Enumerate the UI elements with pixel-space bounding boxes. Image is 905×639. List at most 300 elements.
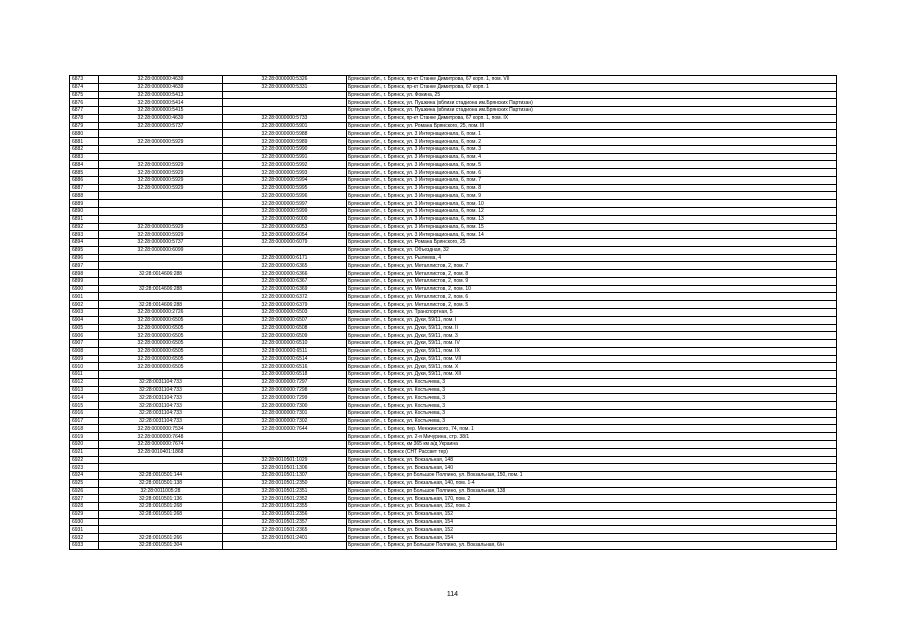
parent-cadastral-number-cell xyxy=(99,371,223,379)
cadastral-number-cell: 32:28:0010501:2357 xyxy=(223,518,347,526)
parent-cadastral-number-cell: 32:28:0014606:288 xyxy=(99,270,223,278)
cadastral-number-cell: 32:28:0000000:5990 xyxy=(223,145,347,153)
parent-cadastral-number-cell: 32:28:0014606:288 xyxy=(99,301,223,309)
cadastral-number-cell: 32:28:0010501:2352 xyxy=(223,495,347,503)
row-number-cell: 6903 xyxy=(70,308,99,316)
table-row xyxy=(70,425,837,433)
parent-cadastral-number-cell xyxy=(99,153,223,161)
address-cell: Брянская обл., г. Брянск, ул. Вокзальная, 148 xyxy=(347,456,837,464)
row-number-cell: 6894 xyxy=(70,239,99,247)
cadastral-number-cell: 32:28:0000000:6514 xyxy=(223,355,347,363)
row-number-cell: 6918 xyxy=(70,425,99,433)
registry-table xyxy=(69,75,837,550)
cadastral-number-cell: 32:28:0000000:6509 xyxy=(223,332,347,340)
parent-cadastral-number-cell: 32:28:0000000:5415 xyxy=(99,107,223,115)
cadastral-number-cell: 32:28:0000000:5733 xyxy=(223,114,347,122)
table-row xyxy=(70,464,837,472)
row-number-cell: 6897 xyxy=(70,262,99,270)
cadastral-number-cell: 32:28:0010501:1306 xyxy=(223,464,347,472)
address-cell: Брянская обл., г. Брянск, ул. Металлистов, 2, пом. 5 xyxy=(347,301,837,309)
parent-cadastral-number-cell: 32:28:0031104:733 xyxy=(99,378,223,386)
cadastral-number-cell: 32:28:0010501:2365 xyxy=(223,526,347,534)
address-cell: Брянская обл., г. Брянск, ул. 3 Интернационала, 6, пом. 7 xyxy=(347,176,837,184)
address-cell: Брянская обл., г. Брянск, рп Большое Полпино, ул. Вокзальная, 6/н xyxy=(347,541,837,549)
parent-cadastral-number-cell: 32:28:0000000:6505 xyxy=(99,347,223,355)
address-cell: Брянская обл., г. Брянск, км 365 км а/д Украина xyxy=(347,440,837,448)
row-number-cell: 6909 xyxy=(70,355,99,363)
parent-cadastral-number-cell: 32:28:0000000:6505 xyxy=(99,332,223,340)
address-cell: Брянская обл., г. Брянск, ул. Дуки, 59/11, пом. II xyxy=(347,324,837,332)
table-row xyxy=(70,138,837,146)
table-row xyxy=(70,301,837,309)
row-number-cell: 6882 xyxy=(70,145,99,153)
parent-cadastral-number-cell: 32:28:0000000:5737 xyxy=(99,239,223,247)
parent-cadastral-number-cell: 32:28:0000000:5929 xyxy=(99,176,223,184)
table-row xyxy=(70,541,837,549)
table-row xyxy=(70,526,837,534)
row-number-cell: 6887 xyxy=(70,184,99,192)
table-row xyxy=(70,355,837,363)
parent-cadastral-number-cell: 32:28:0000000:6099 xyxy=(99,246,223,254)
row-number-cell: 6916 xyxy=(70,409,99,417)
cadastral-number-cell: 32:28:0000000:7644 xyxy=(223,425,347,433)
cadastral-number-cell: 32:28:0000000:7297 xyxy=(223,378,347,386)
parent-cadastral-number-cell: 32:28:0000000:6505 xyxy=(99,324,223,332)
row-number-cell: 6931 xyxy=(70,526,99,534)
table-row xyxy=(70,99,837,107)
row-number-cell: 6899 xyxy=(70,277,99,285)
table-row xyxy=(70,91,837,99)
row-number-cell: 6932 xyxy=(70,534,99,542)
table-row xyxy=(70,122,837,130)
table-row xyxy=(70,308,837,316)
table-row xyxy=(70,479,837,487)
parent-cadastral-number-cell: 32:28:0000000:7674 xyxy=(99,440,223,448)
row-number-cell: 6877 xyxy=(70,107,99,115)
cadastral-number-cell: 32:28:0000000:6510 xyxy=(223,340,347,348)
parent-cadastral-number-cell: 32:28:0000000:7534 xyxy=(99,425,223,433)
table-row xyxy=(70,487,837,495)
parent-cadastral-number-cell: 32:28:0000000:5737 xyxy=(99,122,223,130)
table-row xyxy=(70,277,837,285)
table-row xyxy=(70,184,837,192)
row-number-cell: 6885 xyxy=(70,169,99,177)
cadastral-number-cell: 32:28:0000000:6054 xyxy=(223,231,347,239)
cadastral-number-cell: 32:28:0000000:5992 xyxy=(223,161,347,169)
cadastral-number-cell: 32:28:0000000:5901 xyxy=(223,122,347,130)
row-number-cell: 6930 xyxy=(70,518,99,526)
address-cell: Брянская обл., г. Брянск, ул. 3 Интернационала, 6, пом. 14 xyxy=(347,231,837,239)
cadastral-number-cell: 32:28:0010501:2351 xyxy=(223,487,347,495)
table-row xyxy=(70,433,837,441)
row-number-cell: 6873 xyxy=(70,76,99,84)
address-cell: Брянская обл., г. Брянск, ул. Романа Брянского, 25 xyxy=(347,239,837,247)
parent-cadastral-number-cell: 32:28:0000000:6505 xyxy=(99,363,223,371)
cadastral-number-cell: 32:28:0010501:2401 xyxy=(223,534,347,542)
row-number-cell: 6889 xyxy=(70,200,99,208)
table-row xyxy=(70,215,837,223)
address-cell: Брянская обл., г. Брянск, ул. Пушкина (вблизи стадиона им.Брянских Партизан) xyxy=(347,107,837,115)
cadastral-number-cell: 32:28:0000000:5994 xyxy=(223,176,347,184)
cadastral-number-cell: 32:28:0010501:2355 xyxy=(223,503,347,511)
parent-cadastral-number-cell: 32:28:0000000:5929 xyxy=(99,138,223,146)
table-row xyxy=(70,394,837,402)
row-number-cell: 6876 xyxy=(70,99,99,107)
address-cell: Брянская обл., г. Брянск, ул. Костычева, 3 xyxy=(347,402,837,410)
row-number-cell: 6878 xyxy=(70,114,99,122)
address-cell: Брянская обл., г. Брянск (СНТ Рассвет тер) xyxy=(347,448,837,456)
table-row xyxy=(70,161,837,169)
cadastral-number-cell: 32:28:0000000:7299 xyxy=(223,394,347,402)
table-row xyxy=(70,363,837,371)
address-cell: Брянская обл., г. Брянск, ул. 3 Интернационала, 6, пом. 13 xyxy=(347,215,837,223)
row-number-cell: 6919 xyxy=(70,433,99,441)
row-number-cell: 6927 xyxy=(70,495,99,503)
parent-cadastral-number-cell: 32:28:0000000:5414 xyxy=(99,99,223,107)
address-cell: Брянская обл., г. Брянск, ул. Металлистов, 2, пом. 10 xyxy=(347,285,837,293)
row-number-cell: 6895 xyxy=(70,246,99,254)
row-number-cell: 6912 xyxy=(70,378,99,386)
table-row xyxy=(70,440,837,448)
cadastral-number-cell xyxy=(223,246,347,254)
row-number-cell: 6907 xyxy=(70,340,99,348)
parent-cadastral-number-cell: 32:28:0000000:6505 xyxy=(99,340,223,348)
address-cell: Брянская обл., г. Брянск, ул. 3 Интернационала, 6, пом. 10 xyxy=(347,200,837,208)
cadastral-number-cell: 32:28:0000000:5995 xyxy=(223,184,347,192)
table-row xyxy=(70,503,837,511)
row-number-cell: 6933 xyxy=(70,541,99,549)
page-number: 114 xyxy=(446,591,459,598)
parent-cadastral-number-cell: 32:28:0000000:5929 xyxy=(99,223,223,231)
cadastral-number-cell: 32:28:0000000:6079 xyxy=(223,239,347,247)
table-row xyxy=(70,83,837,91)
address-cell: Брянская обл., г. Брянск, ул. Фокина, 25 xyxy=(347,91,837,99)
address-cell: Брянская обл., г. Брянск, ул. Вокзальная, 154 xyxy=(347,534,837,542)
table-row xyxy=(70,316,837,324)
row-number-cell: 6898 xyxy=(70,270,99,278)
address-cell: Брянская обл., г. Брянск, ул. Транспортная, 5 xyxy=(347,308,837,316)
address-cell: Брянская обл., г. Брянск, ул. 3 Интернационала, 6, пом. 2 xyxy=(347,138,837,146)
table-row xyxy=(70,223,837,231)
row-number-cell: 6913 xyxy=(70,386,99,394)
address-cell: Брянская обл., г. Брянск, ул. 3 Интернационала, 6, пом. 5 xyxy=(347,161,837,169)
row-number-cell: 6908 xyxy=(70,347,99,355)
row-number-cell: 6890 xyxy=(70,208,99,216)
address-cell: Брянская обл., г. Брянск, ул. Костычева, 3 xyxy=(347,394,837,402)
address-cell: Брянская обл., г. Брянск, ул. Дуки, 59/11, пом. IX xyxy=(347,347,837,355)
row-number-cell: 6928 xyxy=(70,503,99,511)
table-row xyxy=(70,130,837,138)
address-cell: Брянская обл., г. Брянск, ул. Пушкина (вблизи стадиона им.Брянских Партизан) xyxy=(347,99,837,107)
row-number-cell: 6888 xyxy=(70,192,99,200)
cadastral-number-cell: 32:28:0000000:6369 xyxy=(223,285,347,293)
address-cell: Брянская обл., г. Брянск, ул. Дуки, 59/11, пом. I xyxy=(347,316,837,324)
parent-cadastral-number-cell: 32:28:0000000:2726 xyxy=(99,308,223,316)
parent-cadastral-number-cell: 32:28:0000000:6505 xyxy=(99,355,223,363)
cadastral-number-cell: 32:28:0000000:6507 xyxy=(223,316,347,324)
cadastral-number-cell: 32:28:0000000:7298 xyxy=(223,386,347,394)
cadastral-number-cell: 32:28:0000000:5988 xyxy=(223,130,347,138)
address-cell: Брянская обл., г. Брянск, ул. 3 Интернационала, 6, пом. 1 xyxy=(347,130,837,138)
row-number-cell: 6924 xyxy=(70,472,99,480)
address-cell: Брянская обл., г. Брянск, ул. Дуки, 59/11, пом. VII xyxy=(347,355,837,363)
cadastral-number-cell xyxy=(223,99,347,107)
row-number-cell: 6880 xyxy=(70,130,99,138)
address-cell: Брянская обл., г. Брянск, ул. 3 Интернационала, 6, пом. 12 xyxy=(347,208,837,216)
parent-cadastral-number-cell: 32:28:0031104:733 xyxy=(99,409,223,417)
table-row xyxy=(70,176,837,184)
row-number-cell: 6915 xyxy=(70,402,99,410)
table-row xyxy=(70,417,837,425)
address-cell: Брянская обл., г. Брянск, ул. 3 Интернационала, 6, пом. 9 xyxy=(347,192,837,200)
address-cell: Брянская обл., г. Брянск, пер. Менжинского, 74, пом. 1 xyxy=(347,425,837,433)
cadastral-number-cell: 32:28:0000000:6503 xyxy=(223,308,347,316)
address-cell: Брянская обл., г. Брянск, ул. Вокзальная, 140, пом. 1-4 xyxy=(347,479,837,487)
table-row xyxy=(70,332,837,340)
row-number-cell: 6920 xyxy=(70,440,99,448)
cadastral-number-cell: 32:28:0010501:1029 xyxy=(223,456,347,464)
table-row xyxy=(70,448,837,456)
cadastral-number-cell: 32:28:0000000:6508 xyxy=(223,324,347,332)
parent-cadastral-number-cell xyxy=(99,145,223,153)
table-row xyxy=(70,495,837,503)
parent-cadastral-number-cell: 32:28:0000000:6505 xyxy=(99,316,223,324)
cadastral-number-cell: 32:28:0000000:5989 xyxy=(223,138,347,146)
table-row xyxy=(70,107,837,115)
cadastral-number-cell: 32:28:0000000:7302 xyxy=(223,417,347,425)
row-number-cell: 6910 xyxy=(70,363,99,371)
address-cell: Брянская обл., г. Брянск, рп Большое Полпино, ул. Вокзальная, 138 xyxy=(347,487,837,495)
parent-cadastral-number-cell xyxy=(99,192,223,200)
address-cell: Брянская обл., г. Брянск, ул. 3 Интернационала, 6, пом. 4 xyxy=(347,153,837,161)
parent-cadastral-number-cell: 32:28:0000000:4639 xyxy=(99,83,223,91)
cadastral-number-cell xyxy=(223,541,347,549)
parent-cadastral-number-cell xyxy=(99,215,223,223)
table-row xyxy=(70,254,837,262)
cadastral-number-cell: 32:28:0000000:6000 xyxy=(223,215,347,223)
cadastral-number-cell: 32:28:0000000:5331 xyxy=(223,83,347,91)
parent-cadastral-number-cell: 32:28:0011005:28 xyxy=(99,487,223,495)
address-cell: Брянская обл., г. Брянск, ул. Вокзальная, 152 xyxy=(347,510,837,518)
row-number-cell: 6922 xyxy=(70,456,99,464)
row-number-cell: 6893 xyxy=(70,231,99,239)
parent-cadastral-number-cell xyxy=(99,200,223,208)
parent-cadastral-number-cell xyxy=(99,277,223,285)
parent-cadastral-number-cell: 32:28:0000000:4639 xyxy=(99,114,223,122)
table-row xyxy=(70,246,837,254)
row-number-cell: 6900 xyxy=(70,285,99,293)
address-cell: Брянская обл., г. Брянск, ул. Дуки, 59/11, пом. 3 xyxy=(347,332,837,340)
parent-cadastral-number-cell: 32:28:0010501:138 xyxy=(99,479,223,487)
row-number-cell: 6879 xyxy=(70,122,99,130)
address-cell: Брянская обл., г. Брянск, пр-кт Станке Димитрова, 67 корп. 1, пом. IX xyxy=(347,114,837,122)
parent-cadastral-number-cell: 32:28:0000000:5929 xyxy=(99,161,223,169)
table-row xyxy=(70,409,837,417)
cadastral-number-cell: 32:28:0000000:5993 xyxy=(223,169,347,177)
table-row xyxy=(70,402,837,410)
parent-cadastral-number-cell: 32:28:0014606:288 xyxy=(99,285,223,293)
parent-cadastral-number-cell xyxy=(99,208,223,216)
parent-cadastral-number-cell xyxy=(99,293,223,301)
address-cell: Брянская обл., г. Брянск, ул. Костычева, 3 xyxy=(347,386,837,394)
row-number-cell: 6874 xyxy=(70,83,99,91)
cadastral-number-cell xyxy=(223,91,347,99)
address-cell: Брянская обл., г. Брянск, пр-кт Станке Димитрова, 67 корп. 1, пом. VII xyxy=(347,76,837,84)
table-row xyxy=(70,208,837,216)
address-cell: Брянская обл., г. Брянск, ул. Вокзальная, 140 xyxy=(347,464,837,472)
row-number-cell: 6886 xyxy=(70,176,99,184)
parent-cadastral-number-cell: 32:28:0031104:733 xyxy=(99,402,223,410)
cadastral-number-cell: 32:28:0000000:6053 xyxy=(223,223,347,231)
parent-cadastral-number-cell xyxy=(99,130,223,138)
table-row xyxy=(70,270,837,278)
row-number-cell: 6884 xyxy=(70,161,99,169)
address-cell: Брянская обл., г. Брянск, ул. Дуки, 59/11, пом. XII xyxy=(347,371,837,379)
row-number-cell: 6904 xyxy=(70,316,99,324)
table-row xyxy=(70,169,837,177)
table-row xyxy=(70,153,837,161)
cadastral-number-cell: 32:28:0000000:7301 xyxy=(223,409,347,417)
cadastral-number-cell: 32:28:0010501:2356 xyxy=(223,510,347,518)
table-row xyxy=(70,378,837,386)
row-number-cell: 6905 xyxy=(70,324,99,332)
row-number-cell: 6921 xyxy=(70,448,99,456)
cadastral-number-cell: 32:28:0000000:5326 xyxy=(223,76,347,84)
table-row xyxy=(70,371,837,379)
parent-cadastral-number-cell: 32:28:0010501:268 xyxy=(99,503,223,511)
cadastral-number-cell: 32:28:0000000:5997 xyxy=(223,200,347,208)
row-number-cell: 6925 xyxy=(70,479,99,487)
table-row xyxy=(70,231,837,239)
row-number-cell: 6917 xyxy=(70,417,99,425)
parent-cadastral-number-cell: 32:28:0010501:144 xyxy=(99,472,223,480)
table-row xyxy=(70,76,837,84)
table-row xyxy=(70,534,837,542)
cadastral-number-cell: 32:28:0000000:6366 xyxy=(223,270,347,278)
parent-cadastral-number-cell: 32:28:0000000:5929 xyxy=(99,231,223,239)
table-row xyxy=(70,192,837,200)
parent-cadastral-number-cell xyxy=(99,262,223,270)
row-number-cell: 6892 xyxy=(70,223,99,231)
cadastral-number-cell: 32:28:0000000:6518 xyxy=(223,371,347,379)
address-cell: Брянская обл., г. Брянск, ул. Костычева, 3 xyxy=(347,378,837,386)
row-number-cell: 6902 xyxy=(70,301,99,309)
parent-cadastral-number-cell: 32:28:0000000:5929 xyxy=(99,169,223,177)
table-row xyxy=(70,456,837,464)
row-number-cell: 6926 xyxy=(70,487,99,495)
parent-cadastral-number-cell: 32:28:0031104:733 xyxy=(99,417,223,425)
address-cell: Брянская обл., г. Брянск, ул. Металлистов, 2, пом. 7 xyxy=(347,262,837,270)
parent-cadastral-number-cell: 32:28:0000000:5929 xyxy=(99,184,223,192)
address-cell: Брянская обл., г. Брянск, ул. Объездная, 32 xyxy=(347,246,837,254)
cadastral-number-cell: 32:28:0000000:6367 xyxy=(223,277,347,285)
row-number-cell: 6901 xyxy=(70,293,99,301)
parent-cadastral-number-cell: 32:28:0031104:733 xyxy=(99,394,223,402)
address-cell: Брянская обл., г. Брянск, ул. Вокзальная, 154 xyxy=(347,518,837,526)
cadastral-number-cell: 32:28:0000000:7300 xyxy=(223,402,347,410)
cadastral-number-cell: 32:28:0000000:5996 xyxy=(223,192,347,200)
row-number-cell: 6883 xyxy=(70,153,99,161)
table-row xyxy=(70,262,837,270)
parent-cadastral-number-cell: 32:28:0000000:4639 xyxy=(99,76,223,84)
parent-cadastral-number-cell xyxy=(99,254,223,262)
cadastral-number-cell: 32:28:0010501:1307 xyxy=(223,472,347,480)
cadastral-number-cell: 32:28:0000000:6511 xyxy=(223,347,347,355)
address-cell: Брянская обл., г. Брянск, ул. Вокзальная, 152, пом. 2 xyxy=(347,503,837,511)
row-number-cell: 6929 xyxy=(70,510,99,518)
table-row xyxy=(70,324,837,332)
cadastral-number-cell xyxy=(223,107,347,115)
parent-cadastral-number-cell: 32:28:0010401:1868 xyxy=(99,448,223,456)
address-cell: Брянская обл., г. Брянск, ул. Вокзальная, 152 xyxy=(347,526,837,534)
table-row xyxy=(70,347,837,355)
cadastral-number-cell: 32:28:0000000:6365 xyxy=(223,262,347,270)
parent-cadastral-number-cell xyxy=(99,464,223,472)
table-row xyxy=(70,510,837,518)
parent-cadastral-number-cell: 32:28:0010501:266 xyxy=(99,534,223,542)
cadastral-number-cell xyxy=(223,448,347,456)
table-row xyxy=(70,239,837,247)
address-cell: Брянская обл., г. Брянск, ул. Дуки, 59/11, пом. IV xyxy=(347,340,837,348)
parent-cadastral-number-cell: 32:28:0010501:268 xyxy=(99,510,223,518)
address-cell: Брянская обл., г. Брянск, ул. 3 Интернационала, 6, пом. 3 xyxy=(347,145,837,153)
registry-table-body xyxy=(70,76,837,550)
address-cell: Брянская обл., г. Брянск, ул. Романа Брянского, 25, пом. III xyxy=(347,122,837,130)
address-cell: Брянская обл., г. Брянск, ул. Костычева, 3 xyxy=(347,417,837,425)
address-cell: Брянская обл., г. Брянск, ул. Металлистов, 2, пом. 9 xyxy=(347,277,837,285)
row-number-cell: 6914 xyxy=(70,394,99,402)
parent-cadastral-number-cell xyxy=(99,518,223,526)
parent-cadastral-number-cell: 32:28:0010501:136 xyxy=(99,495,223,503)
table-row xyxy=(70,472,837,480)
address-cell: Брянская обл., г. Брянск, рп Большое Полпино, ул. Вокзальная, 150, пом. 1 xyxy=(347,472,837,480)
address-cell: Брянская обл., г. Брянск, ул. Металлистов, 2, пом. 6 xyxy=(347,293,837,301)
table-row xyxy=(70,145,837,153)
address-cell: Брянская обл., г. Брянск, ул. Металлистов, 2, пом. 8 xyxy=(347,270,837,278)
address-cell: Брянская обл., г. Брянск, ул. Костычева, 3 xyxy=(347,409,837,417)
address-cell: Брянская обл., г. Брянск, ул. 3 Интернационала, 6, пом. 8 xyxy=(347,184,837,192)
row-number-cell: 6896 xyxy=(70,254,99,262)
cadastral-number-cell xyxy=(223,433,347,441)
cadastral-number-cell: 32:28:0000000:6372 xyxy=(223,293,347,301)
table-row xyxy=(70,285,837,293)
table-row xyxy=(70,114,837,122)
cadastral-number-cell: 32:28:0000000:6379 xyxy=(223,301,347,309)
table-row xyxy=(70,200,837,208)
address-cell: Брянская обл., г. Брянск, ул. Рылеева, 4 xyxy=(347,254,837,262)
parent-cadastral-number-cell xyxy=(99,456,223,464)
address-cell: Брянская обл., г. Брянск, ул. 3 Интернационала, 6, пом. 6 xyxy=(347,169,837,177)
address-cell: Брянская обл., г. Брянск, ул. 3 Интернационала, 6, пом. 15 xyxy=(347,223,837,231)
table-row xyxy=(70,340,837,348)
parent-cadastral-number-cell: 32:28:0000000:5413 xyxy=(99,91,223,99)
row-number-cell: 6911 xyxy=(70,371,99,379)
parent-cadastral-number-cell xyxy=(99,526,223,534)
table-row xyxy=(70,518,837,526)
row-number-cell: 6881 xyxy=(70,138,99,146)
cadastral-number-cell: 32:28:0010501:2350 xyxy=(223,479,347,487)
parent-cadastral-number-cell: 32:28:0010501:304 xyxy=(99,541,223,549)
cadastral-number-cell xyxy=(223,440,347,448)
cadastral-number-cell: 32:28:0000000:6516 xyxy=(223,363,347,371)
row-number-cell: 6906 xyxy=(70,332,99,340)
cadastral-number-cell: 32:28:0000000:5999 xyxy=(223,208,347,216)
row-number-cell: 6875 xyxy=(70,91,99,99)
row-number-cell: 6891 xyxy=(70,215,99,223)
cadastral-number-cell: 32:28:0000000:6171 xyxy=(223,254,347,262)
address-cell: Брянская обл., г. Брянск, ул. Вокзальная, 170, пом. 2 xyxy=(347,495,837,503)
cadastral-number-cell: 32:28:0000000:5991 xyxy=(223,153,347,161)
